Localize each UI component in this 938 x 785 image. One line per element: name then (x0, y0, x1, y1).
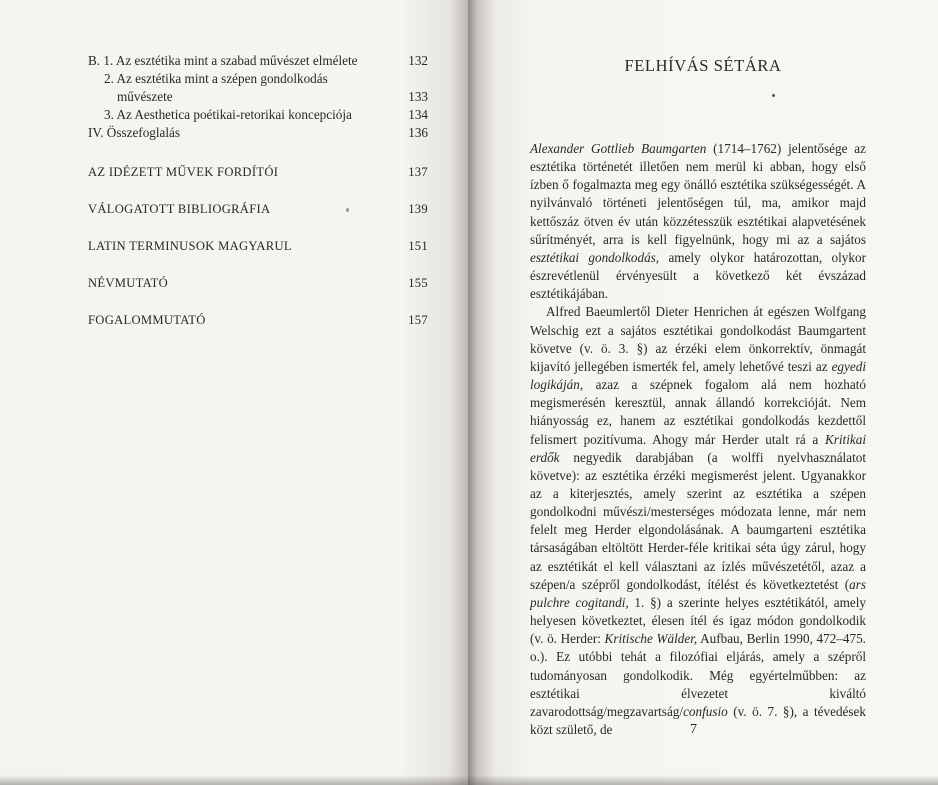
text-run: Alfred Baeumlertől Dieter Henrichen át egészen Wolfgang Welschig ezt a sajátos esztétikai gondolkodást Baumgartent követve (v. ö. 3. §) az érzéki elem önkorrektív, önmagát kijavító jellegében ismerték fel, amely lehetővé teszi az (530, 304, 866, 374)
toc-section (88, 274, 428, 292)
toc-entry (88, 52, 428, 70)
page-edge-shadow (0, 775, 938, 785)
toc-section-title: AZ IDÉZETT MŰVEK FORDÍTÓI (88, 165, 279, 179)
paragraph (530, 140, 866, 303)
toc-section (88, 237, 428, 255)
toc-entry-text: B. 1. Az esztétika mint a szabad művészet elmélete (88, 53, 358, 68)
toc-section-page: 137 (408, 165, 428, 179)
toc-entry (88, 88, 428, 106)
emphasis: confusio (683, 703, 728, 719)
text-run: amely olykor határozottan, olykor észrevétlenül érvényesült a következő két évszázad esztétikájában. (530, 249, 866, 302)
paper-speck (346, 208, 349, 212)
toc-entry (88, 70, 428, 88)
text-run: negyedik darabjában (a wolffi nyelvhasználatot követve): az esztétika érzéki megismerést jelent. Ugyanakkor az a kiterjesztés, amely szerint az esztétika a szépen gondolkodni művészi/mesterséges módozata lenne, már nem felelt meg Herder elgondolásának. A baumgarteni esztétika társaságában eltöltött Herder-féle kritikai séta úgy zárul, hogy az esztétikát el kell választani az ízlés művészetétől, azaz a szépen/a szépről gondolkodást, ítélést és következtetést ( (530, 449, 866, 592)
toc-entry (88, 106, 428, 124)
author-name: Alexander Gottlieb Baumgarten (530, 141, 707, 156)
toc-section-title: VÁLOGATOTT BIBLIOGRÁFIA (88, 202, 271, 216)
chapter-title: FELHÍVÁS SÉTÁRA (624, 56, 782, 75)
toc-entry-page: 132 (408, 53, 428, 68)
toc-section-title: FOGALOMMUTATÓ (88, 313, 206, 327)
text-run: azaz a szépnek fogalom alá nem hozható megismerésén keresztül, annak állandó korrekcióját. Nem hiányosság ez, hanem az esztétikai gondolkodás kezdettől felismert pozitívuma. Ahogy már Herder utalt rá a (530, 377, 866, 447)
toc-entry (88, 124, 428, 142)
emphasis: Kritikai erdők (530, 431, 866, 465)
toc-section-title: NÉVMUTATÓ (88, 276, 169, 290)
toc-entry-page: 134 (408, 107, 428, 122)
text-run: 1. §) a szerinte helyes esztétikától, amely helyesen következtet, élesen ítél és igaz módon gondolkodik (v. ö. Herder: (530, 594, 866, 647)
emphasis: egyedi logikáján, (530, 358, 866, 393)
toc-entry-text: 3. Az Aesthetica poétikai-retorikai koncepciója (104, 107, 352, 122)
paragraph (530, 303, 866, 739)
toc-entry-text: IV. Összefoglalás (88, 125, 181, 140)
text-run: (v. ö. 7. §), a tévedések közt születő, de (530, 703, 866, 737)
toc-entry-page: 136 (408, 125, 428, 140)
text-run: (1714–1762) jelentősége az esztétika történetét illetően nem merül ki abban, hogy első ízben ő fogalmazta meg egy önálló esztétika szükségességét. A nyilvánvaló történeti jelentőségen túl, ma, amikor majd kettőszáz ötven év után közzétesszük esztétikai alapvetésének sűrítményét, arra is kell figyelnünk, hogy mi az a sajátos (530, 141, 867, 247)
toc-section-page: 155 (408, 276, 428, 290)
table-of-contents (88, 52, 428, 329)
toc-section-title: LATIN TERMINUSOK MAGYARUL (88, 239, 292, 253)
toc-section-page: 151 (408, 239, 428, 253)
emphasis: ars pulchre cogitandi, (530, 576, 866, 610)
toc-section-page: 139 (408, 202, 428, 216)
text-run: Aufbau, Berlin 1990, 472–475. o.). Ez utóbbi tehát a filozófiai eljárás, amely a szépről tudományosan gondolkodik. Még egyértelműbben: az esztétikai élvezetet kiváltó zavarodottság/megzavartság/ (530, 631, 866, 719)
toc-section-page: 157 (408, 313, 428, 327)
toc-entry-text: 2. Az esztétika mint a szépen gondolkodás (104, 71, 328, 86)
toc-section (88, 200, 428, 218)
emphasis: esztétikai gondolkodás, (530, 249, 660, 265)
toc-entry-text: művészete (117, 89, 173, 104)
toc-section (88, 163, 428, 181)
emphasis: Kritische Wälder, (604, 631, 698, 647)
toc-section (88, 311, 428, 329)
ornament-dot (772, 94, 775, 97)
page-number: 7 (690, 722, 697, 737)
toc-entry-page: 133 (408, 89, 428, 104)
chapter-body (530, 140, 866, 739)
